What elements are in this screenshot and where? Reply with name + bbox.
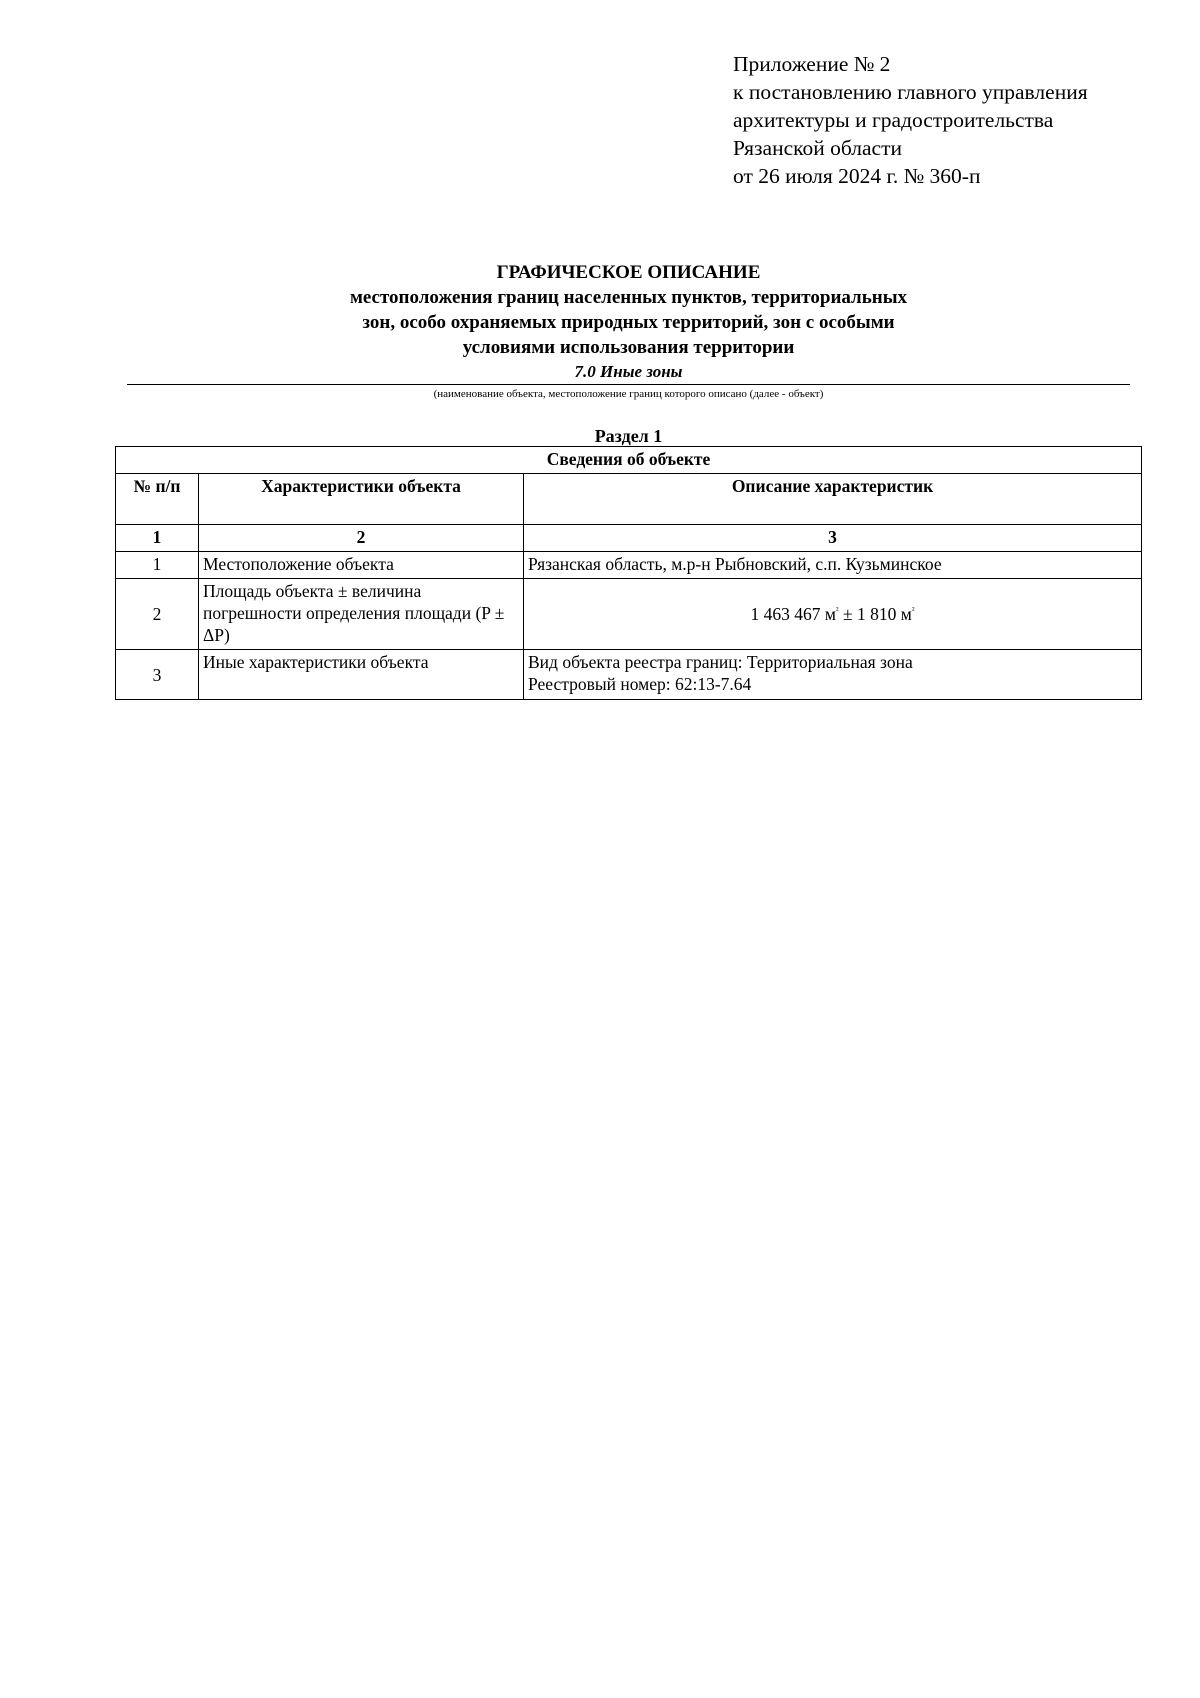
title-line: местоположения границ населенных пунктов, территориальных bbox=[349, 287, 908, 308]
column-header-number: № п/п bbox=[116, 474, 199, 525]
column-number: 1 bbox=[116, 525, 199, 552]
column-number-row bbox=[116, 525, 1142, 552]
section-label: Раздел 1 bbox=[594, 426, 663, 446]
row-number: 3 bbox=[116, 650, 199, 700]
row-characteristic: Местоположение объекта bbox=[199, 552, 524, 579]
column-number: 2 bbox=[199, 525, 524, 552]
area-error: ± 1 810 м bbox=[838, 604, 912, 624]
title-line: условиями использования территории bbox=[462, 337, 795, 358]
appendix-line: Рязанской области bbox=[733, 136, 902, 160]
appendix-line: архитектуры и градостроительства bbox=[733, 108, 1054, 132]
area-error-unit-sup: ² bbox=[911, 605, 915, 616]
row-description: Рязанская область, м.р-н Рыбновский, с.п. Кузьминское bbox=[524, 552, 1142, 579]
appendix-block bbox=[733, 50, 1173, 190]
table-title-row bbox=[116, 447, 1142, 474]
object-name: 7.0 Иные зоны bbox=[574, 362, 683, 381]
row-number: 1 bbox=[116, 552, 199, 579]
row-characteristic: Площадь объекта ± величина погрешности определения площади (P ± ΔP) bbox=[199, 579, 524, 650]
row-number: 2 bbox=[116, 579, 199, 650]
area-unit-sup: ² bbox=[835, 605, 839, 616]
object-underline bbox=[127, 384, 1130, 385]
object-caption: (наименование объекта, местоположение границ которого описано (далее - объект) bbox=[433, 388, 824, 400]
table-row bbox=[116, 650, 1142, 700]
description-line: Реестровый номер: 62:13-7.64 bbox=[528, 674, 752, 694]
table-title: Сведения об объекте bbox=[116, 447, 1142, 474]
table-row bbox=[116, 552, 1142, 579]
row-description bbox=[524, 650, 1142, 700]
object-info-table bbox=[115, 446, 1142, 700]
appendix-line: Приложение № 2 bbox=[733, 52, 891, 76]
description-line: Вид объекта реестра границ: Территориальная зона bbox=[528, 652, 913, 672]
title-block bbox=[127, 260, 1130, 401]
area-value: 1 463 467 м bbox=[750, 604, 836, 624]
column-number: 3 bbox=[524, 525, 1142, 552]
title-line: зон, особо охраняемых природных территорий, зон с особыми bbox=[362, 312, 895, 333]
table-row bbox=[116, 579, 1142, 650]
row-area-value bbox=[524, 579, 1142, 650]
row-characteristic: Иные характеристики объекта bbox=[199, 650, 524, 700]
appendix-line: от 26 июля 2024 г. № 360-п bbox=[733, 164, 981, 188]
document-heading: ГРАФИЧЕСКОЕ ОПИСАНИЕ bbox=[496, 262, 761, 283]
column-header-characteristic: Характеристики объекта bbox=[199, 474, 524, 525]
table-header-row bbox=[116, 474, 1142, 525]
column-header-description: Описание характеристик bbox=[524, 474, 1142, 525]
appendix-line: к постановлению главного управления bbox=[733, 80, 1088, 104]
